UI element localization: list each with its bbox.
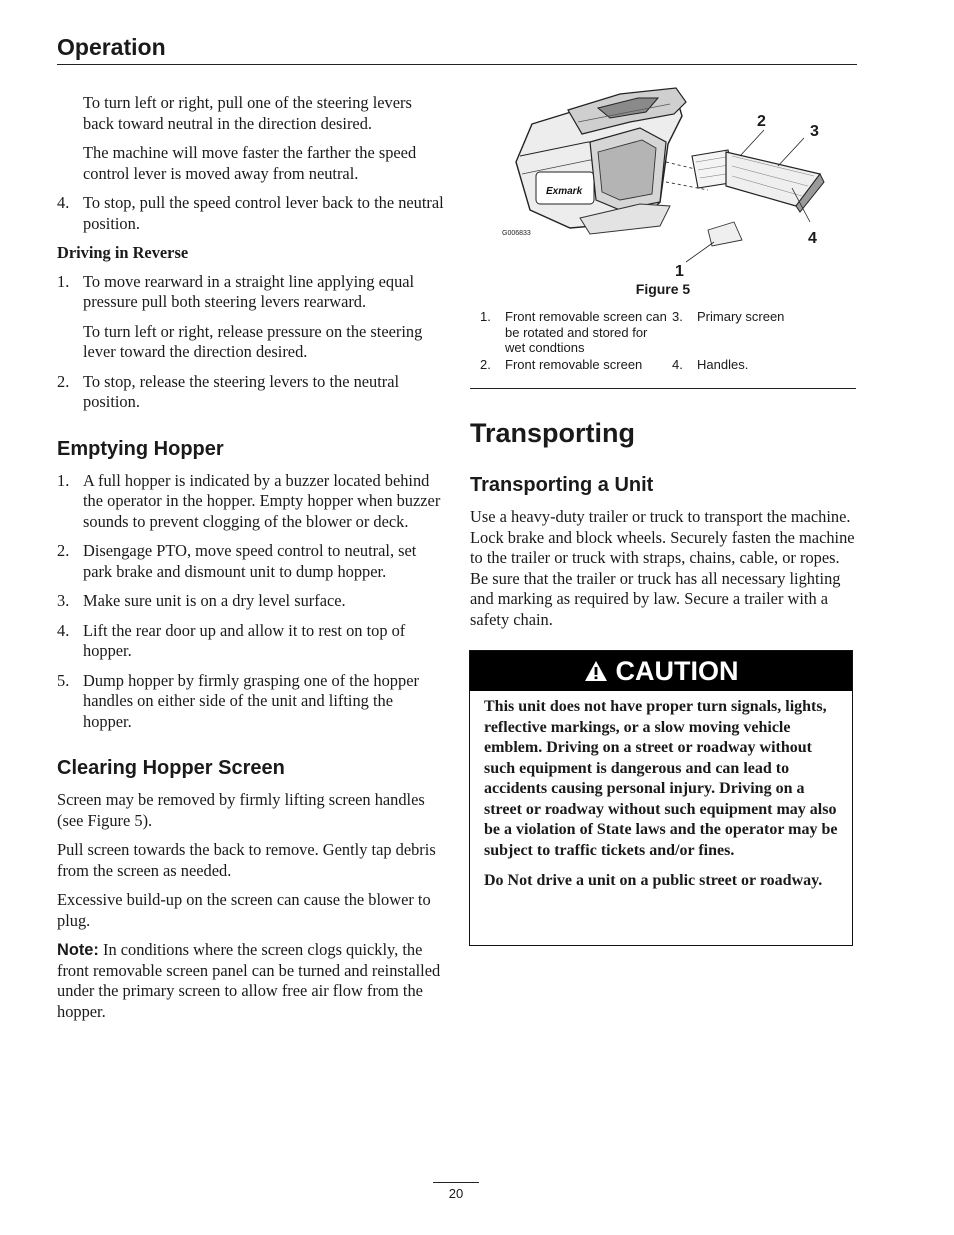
list-item — [57, 193, 445, 234]
figure-legend — [480, 309, 860, 373]
warning-triangle-icon — [584, 660, 608, 682]
header-rule — [57, 64, 857, 65]
list-text: A full hopper is indicated by a buzzer located behind the operator in the hopper. Empty hopper when buzzer sounds to prevent clogging of the blower or deck. — [83, 470, 441, 531]
steering-paragraph: To turn left or right, pull one of the steering levers back toward neutral in the direction desired. — [83, 93, 412, 133]
brand-logo: Exmark — [546, 186, 583, 197]
section-header: Operation — [57, 34, 166, 60]
figure-5-illustration — [470, 82, 856, 292]
callout-4: 4 — [808, 230, 817, 247]
list-text: Lift the rear door up and allow it to rest on top of hopper. — [83, 620, 406, 660]
list-item — [57, 621, 445, 662]
list-number: 1. — [57, 470, 70, 490]
list-text: Disengage PTO, move speed control to neutral, set park brake and dismount unit to dump hopper. — [83, 541, 417, 581]
list-number: 1. — [57, 271, 70, 291]
list-item — [57, 541, 445, 582]
page-number: 20 — [448, 1186, 464, 1201]
list-number: 4. — [57, 193, 70, 212]
list-text: To move rearward in a straight line applying equal pressure pull both steering levers rearward. — [83, 271, 415, 311]
legend-text: Front removable screen — [505, 356, 643, 372]
caution-box — [469, 650, 853, 946]
legend-number: 4. — [672, 356, 683, 372]
list-number: 2. — [57, 541, 70, 560]
callout-2: 2 — [757, 113, 766, 130]
callout-1: 1 — [675, 263, 684, 280]
hopper-screen-drawing — [470, 82, 856, 292]
list-number: 5. — [57, 670, 70, 690]
legend-text: Front removable screen can be rotated and stored for wet condtions — [505, 309, 667, 355]
reverse-subheading: Driving in Reverse — [57, 243, 189, 262]
transporting-unit-heading: Transporting a Unit — [470, 474, 654, 496]
clearing-paragraph: Pull screen towards the back to remove. Gently tap debris from the screen as needed. — [57, 840, 436, 880]
list-text: To stop, release the steering levers to the neutral position. — [83, 371, 400, 411]
list-item — [57, 372, 445, 413]
caution-header — [470, 651, 852, 691]
clearing-paragraph: Excessive build-up on the screen can cause the blower to plug. — [57, 890, 431, 930]
legend-text: Handles. — [697, 356, 749, 372]
list-text: To stop, pull the speed control lever back to the neutral position. — [83, 193, 444, 233]
legend-number: 1. — [480, 309, 491, 324]
list-item — [57, 272, 445, 313]
figure-caption: Figure 5 — [635, 281, 691, 297]
legend-rule — [470, 388, 856, 389]
caution-text: Do Not drive a unit on a public street or roadway. — [484, 872, 823, 889]
page-number-rule — [433, 1182, 479, 1183]
list-number: 2. — [57, 371, 70, 391]
note-text: In conditions where the screen clogs quickly, the front removable screen panel can be turned and reinstalled under the primary screen to allow free air flow from the hopper. — [57, 940, 441, 1021]
legend-text: Primary screen — [697, 309, 785, 324]
left-column — [57, 93, 445, 1031]
transporting-paragraph: Use a heavy-duty trailer or truck to transport the machine. Lock brake and block wheels. Securely fasten the machine to the trailer or truck with straps, chains, cable, or ropes. Be sure that the trailer or truck has all necessary lighting and marking as required by law. Secure a trailer with a safety chain. — [470, 507, 855, 629]
list-item — [57, 671, 445, 733]
clearing-screen-heading: Clearing Hopper Screen — [57, 757, 285, 779]
list-text: Dump hopper by firmly grasping one of the hopper handles on either side of the unit and lifting the hopper. — [83, 670, 419, 731]
caution-body — [470, 691, 852, 892]
caution-label: CAUTION — [615, 655, 739, 686]
speed-paragraph: The machine will move faster the farther the speed control lever is moved away from neutral. — [83, 143, 417, 183]
list-number: 4. — [57, 620, 70, 640]
legend-number: 2. — [480, 356, 491, 372]
right-column — [470, 415, 858, 639]
callout-3: 3 — [810, 123, 819, 140]
clearing-paragraph: Screen may be removed by firmly lifting screen handles (see Figure 5). — [57, 790, 425, 830]
transporting-heading: Transporting — [470, 418, 636, 448]
figure-image-code: G006833 — [502, 230, 531, 237]
legend-number: 3. — [672, 309, 683, 324]
note-label: Note: — [57, 941, 99, 959]
list-number: 3. — [57, 591, 70, 610]
emptying-hopper-heading: Emptying Hopper — [57, 437, 224, 460]
note-paragraph — [57, 940, 445, 1022]
list-item — [57, 471, 445, 533]
list-text: Make sure unit is on a dry level surface. — [83, 591, 346, 610]
list-item — [57, 591, 445, 612]
reverse-turn-paragraph: To turn left or right, release pressure on the steering lever toward the direction desired. — [83, 321, 423, 361]
caution-text: This unit does not have proper turn signals, lights, reflective markings, or a slow moving vehicle emblem. Driving on a street or roadway without such equipment is dangerous and can lead to accidents causing personal injury. Driving on a street or roadway without such equipment may also be a violation of State laws and the operator may be subject to traffic tickets and/or fines. — [484, 698, 838, 859]
